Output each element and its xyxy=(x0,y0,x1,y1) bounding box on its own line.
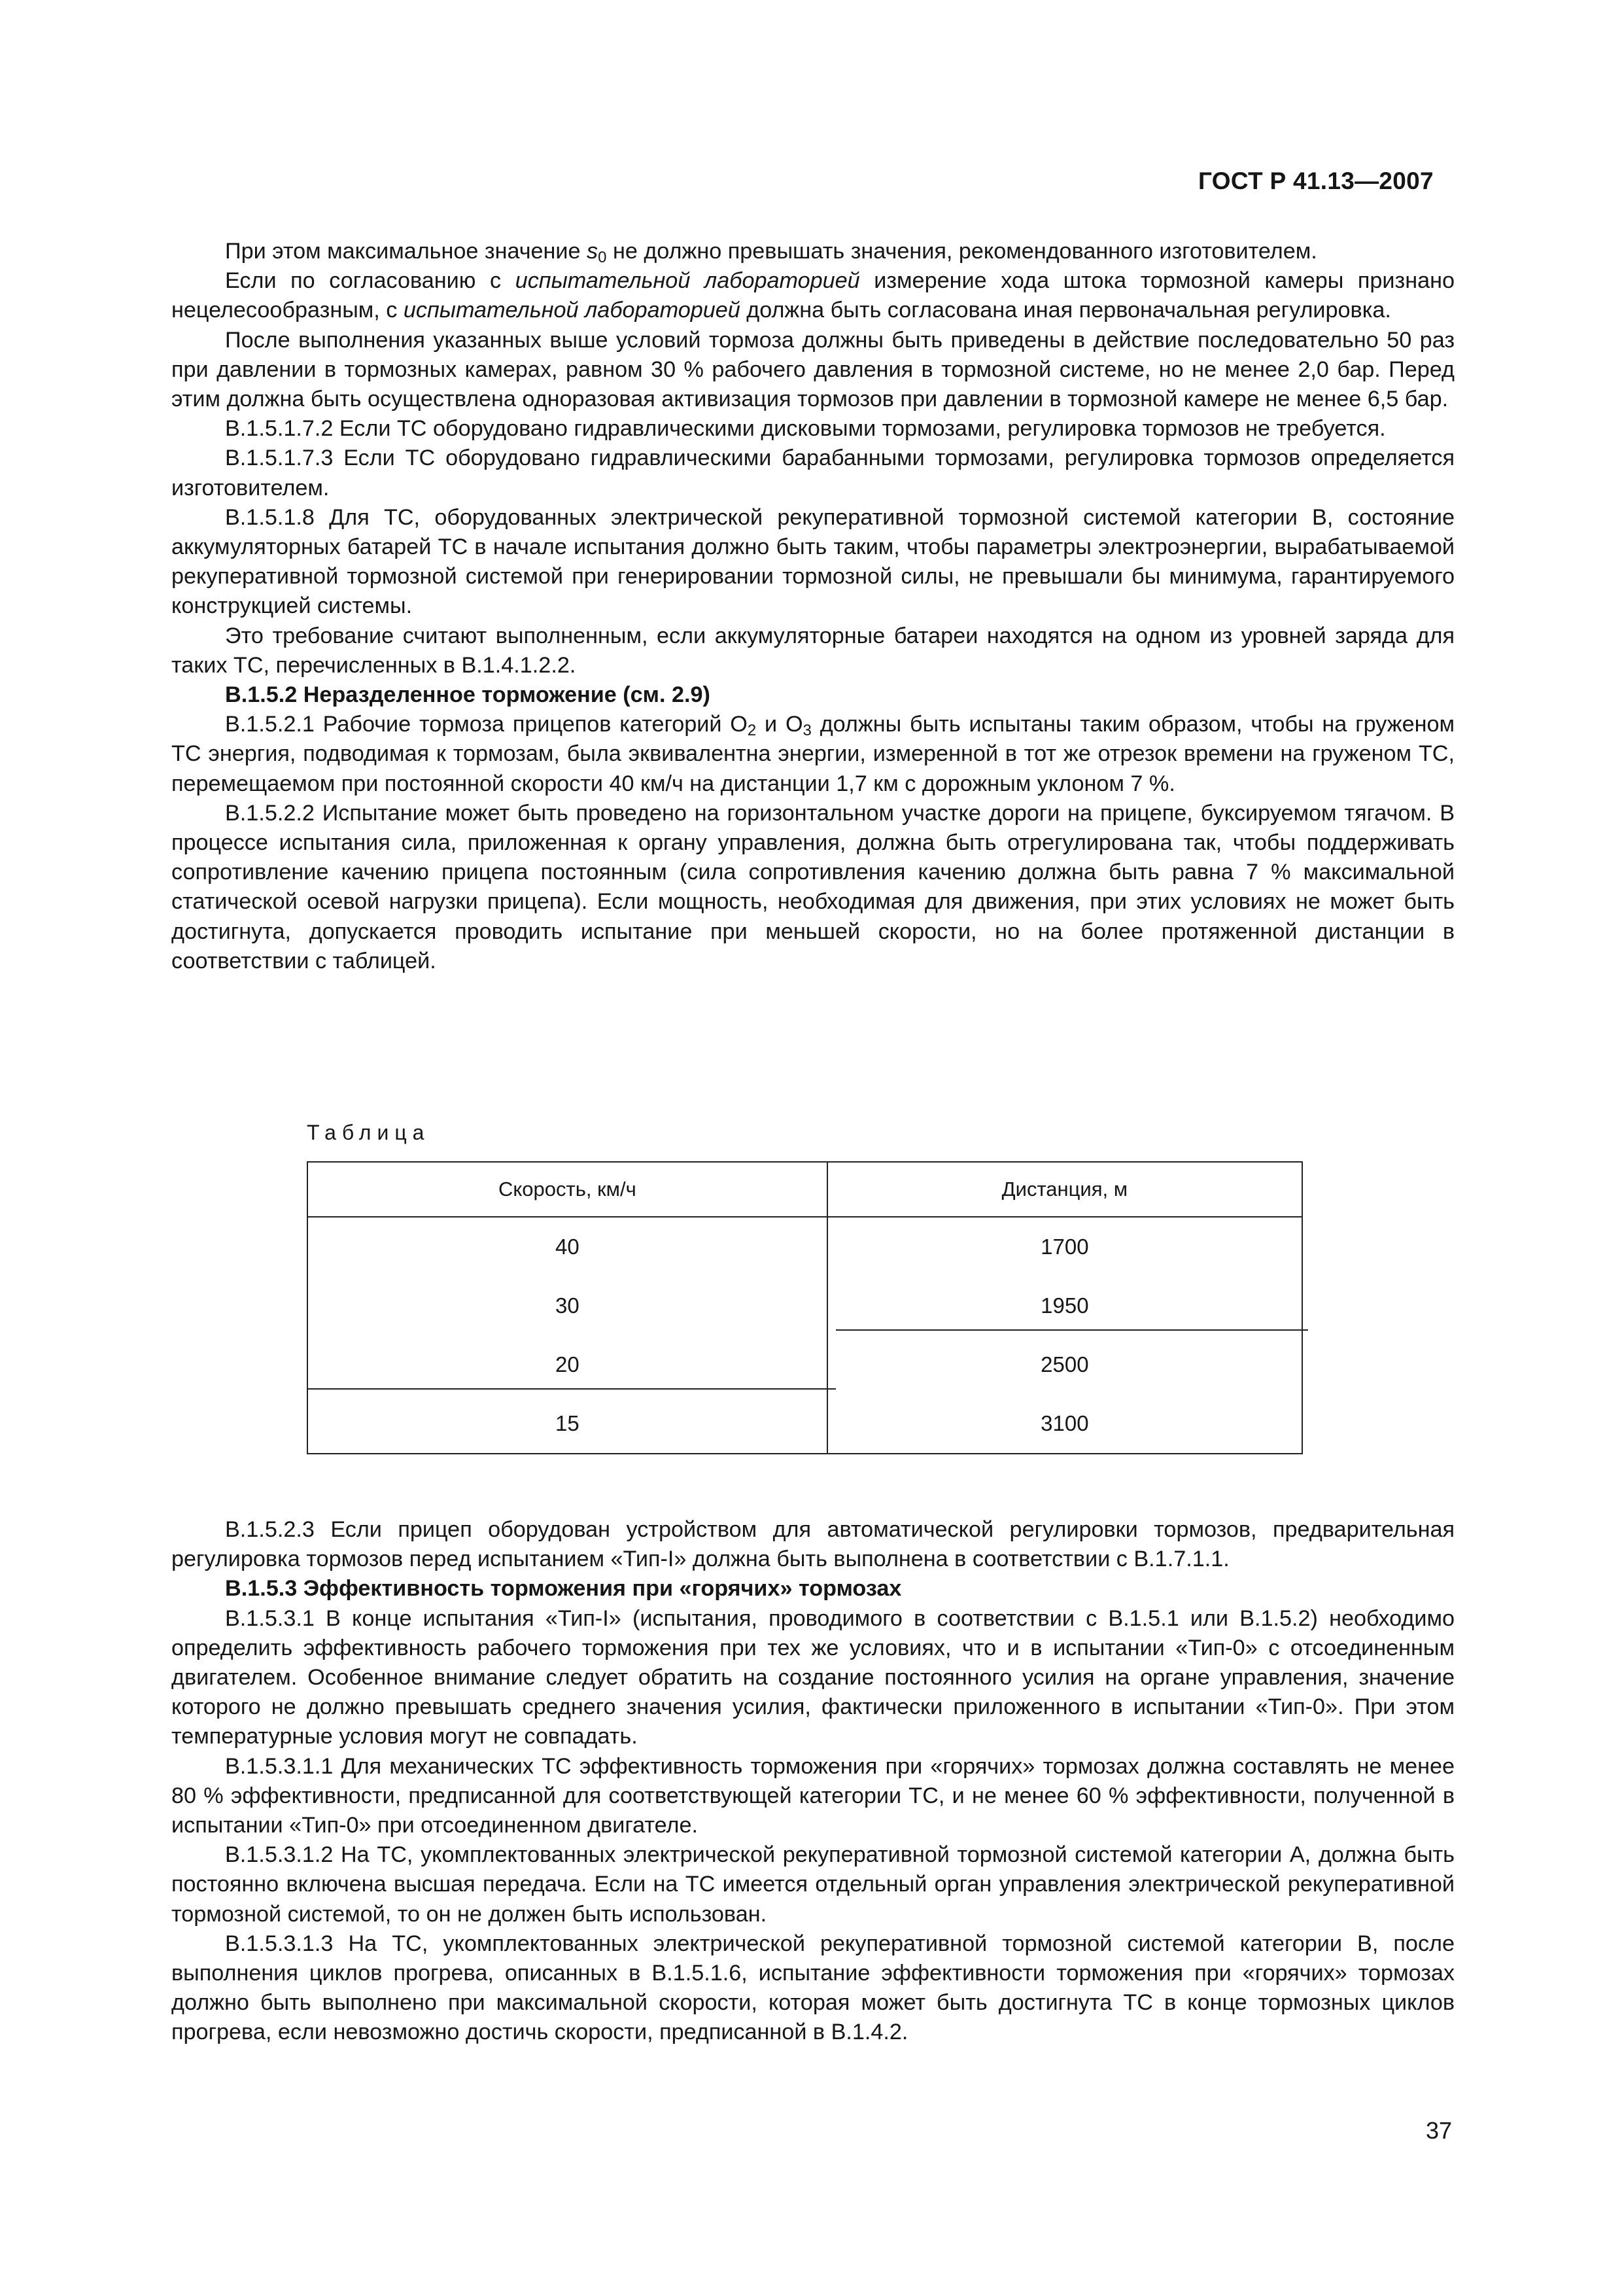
body-text-top xyxy=(171,237,1455,976)
paragraph: В.1.5.3.1.2 На ТС, укомплектованных электрической рекуперативной тормозной системой категории А, должна быть постоянно включена высшая передача. Если на ТС имеется отдельный орган управления электрической рекуперативной тормозной системой, то он не должен быть использован. xyxy=(171,1842,1455,1927)
table-caption: Таблица xyxy=(307,1121,430,1144)
paragraph: В.1.5.2.1 Рабочие тормоза прицепов категорий $О_2$ и $О_3$ должны быть испытаны таким образом, чтобы на груженом ТС энергия, подводимая к тормозам, была эквивалентна энергии, измеренной в тот же отрезок времени на груженом ТС, перемещаемом при постоянной скорости 40 км/ч на дистанции 1,7 км с дорожным уклоном 7 %. xyxy=(171,712,1455,796)
speed-cell: 20 xyxy=(307,1335,827,1394)
paragraph: В.1.5.1.8 Для ТС, оборудованных электрической рекуперативной тормозной системой категории В, состояние аккумуляторных батарей ТС в начале испытания должно быть таким, чтобы параметры электроэнергии, вырабатываемой рекуперативной тормозной системой при генерировании тормозной силы, не превышали бы минимума, гарантируемого конструкцией системы. xyxy=(171,504,1455,619)
speed-cell: 40 xyxy=(307,1217,827,1276)
table-row-divider xyxy=(836,1329,1308,1331)
table-row xyxy=(307,1394,1302,1454)
speed-cell: 15 xyxy=(307,1394,827,1454)
paragraph: В.1.5.1.7.3 Если ТС оборудовано гидравлическими барабанными тормозами, регулировка тормозов определяется изготовителем. xyxy=(171,446,1455,500)
distance-cell: 1950 xyxy=(827,1276,1302,1335)
page-number: 37 xyxy=(1426,2117,1453,2144)
paragraph: В.1.5.3.1.3 На ТС, укомплектованных электрической рекуперативной тормозной системой категории В, после выполнения циклов прогрева, описанных в В.1.5.1.6, испытание эффективности торможения при «горячих» тормозах должно быть выполнено при максимальной скорости, которая может быть достигнута ТС в конце тормозных циклов прогрева, если невозможно достичь скорости, предписанной в В.1.4.2. xyxy=(171,1931,1455,2045)
table-header-row xyxy=(307,1162,1302,1217)
paragraph: В.1.5.2.3 Если прицеп оборудован устройством для автоматической регулировки тормозов, предварительная регулировка тормозов перед испытанием «Тип-I» должна быть выполнена в соответствии с В.1.7.1.1. xyxy=(171,1517,1455,1572)
body-text-bottom xyxy=(171,1515,1455,2048)
speed-distance-table xyxy=(307,1161,1303,1454)
table-row xyxy=(307,1276,1302,1335)
paragraph: Это требование считают выполненным, если аккумуляторные батареи находятся на одном из уровней заряда для таких ТС, перечисленных в В.1.4.1.2.2. xyxy=(171,623,1455,678)
table-row xyxy=(307,1217,1302,1276)
distance-cell: 1700 xyxy=(827,1217,1302,1276)
paragraph: В.1.5.3.1.1 Для механических ТС эффективность торможения при «горячих» тормозах должна составлять не менее 80 % эффективности, предписанной для соответствующей категории ТС, и не менее 60 % эффективности, полученной в испытании «Тип-0» при отсоединенном двигателе. xyxy=(171,1753,1455,1838)
paragraph: В.1.5.1.7.2 Если ТС оборудовано гидравлическими дисковыми тормозами, регулировка тормозов не требуется. xyxy=(225,416,1386,442)
document-header: ГОСТ Р 41.13—2007 xyxy=(1198,167,1434,194)
distance-cell: 3100 xyxy=(827,1394,1302,1454)
speed-cell: 30 xyxy=(307,1276,827,1335)
column-header-speed: Скорость, км/ч xyxy=(307,1162,827,1217)
paragraph: В.1.5.2.2 Испытание может быть проведено на горизонтальном участке дороги на прицепе, буксируемом тягачом. В процессе испытания сила, приложенная к органу управления, должна быть отрегулирована так, чтобы поддерживать сопротивление качению прицепа постоянным (сила сопротивления качению должна быть равна 7 % максимальной статической осевой нагрузки прицепа). Если мощность, необходимая для движения, при этих условиях не может быть достигнута, допускается проводить испытание при меньшей скорости, но на более протяженной дистанции в соответствии с таблицей. xyxy=(171,800,1455,973)
table-row xyxy=(307,1335,1302,1394)
section-heading: В.1.5.3 Эффективность торможения при «горячих» тормозах xyxy=(225,1576,902,1602)
table-row-divider xyxy=(307,1388,836,1390)
paragraph: Если по согласованию с испытательной лабораторией измерение хода штока тормозной камеры признано нецелесообразным, с испытательной лабораторией должна быть согласована иная первоначальная регулировка. xyxy=(171,268,1455,323)
paragraph: После выполнения указанных выше условий тормоза должны быть приведены в действие последовательно 50 раз при давлении в тормозных камерах, равном 30 % рабочего давления в тормозной системе, но не менее 2,0 бар. Перед этим должна быть осуществлена одноразовая активизация тормозов при давлении в тормозной камере не менее 6,5 бар. xyxy=(171,327,1455,412)
column-header-distance: Дистанция, м xyxy=(827,1162,1302,1217)
paragraph: При этом максимальное значение $s_0$ не должно превышать значения, рекомендованного изготовителем. xyxy=(225,239,1317,266)
section-heading: В.1.5.2 Неразделенное торможение (см. 2.9) xyxy=(225,682,710,708)
paragraph: В.1.5.3.1 В конце испытания «Тип-I» (испытания, проводимого в соответствии с В.1.5.1 или В.1.5.2) необходимо определить эффективность рабочего торможения при тех же условиях, что и в испытании «Тип-0» с отсоединенным двигателем. Особенное внимание следует обратить на создание постоянного усилия на органе управления, значение которого не должно превышать среднего значения усилия, фактически приложенного в испытании «Тип-0». При этом температурные условия могут не совпадать. xyxy=(171,1605,1455,1749)
distance-cell: 2500 xyxy=(827,1335,1302,1394)
